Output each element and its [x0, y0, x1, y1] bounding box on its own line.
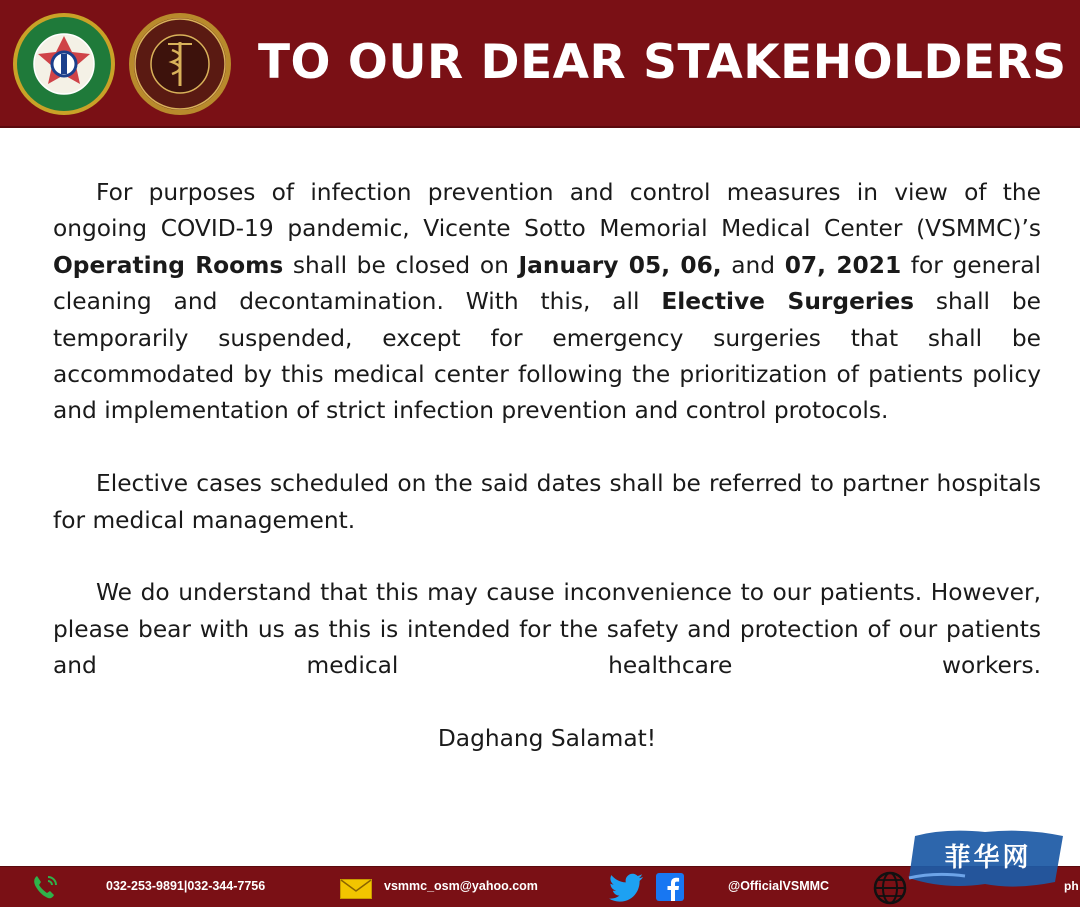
footer-website-tail[interactable]: ph	[1064, 879, 1079, 893]
footer-social-handle[interactable]: @OfficialVSMMC	[728, 879, 830, 893]
doh-seal-icon	[12, 12, 116, 116]
page-title: TO OUR DEAR STAKEHOLDERS	[258, 35, 1067, 90]
mail-icon	[340, 879, 372, 899]
footer-phone-numbers[interactable]: 032-253-9891|032-344-7756	[106, 879, 266, 893]
paragraph-closure-notice	[53, 175, 1041, 430]
p1-text-5: shall be temporarily suspended, except for emergency surgeries that shall be accommodated by this medical center following the prioritization of patients policy and implementation of strict infection prevention and control protocols.	[53, 288, 1042, 425]
p1-text-3: and	[721, 251, 785, 279]
watermark-text: 菲华网	[944, 843, 1032, 873]
notice-body	[53, 175, 1041, 757]
vsmmc-seal-icon	[128, 12, 232, 116]
p1-text-1: For purposes of infection prevention and control measures in view of the ongoing COVID-19 pandemic, Vicente Sotto Memorial Medical Center (VSMMC)’s	[53, 179, 1041, 243]
p1-bold-dates: January 05, 06,	[518, 251, 722, 279]
paragraph-referral: Elective cases scheduled on the said dates shall be referred to partner hospitals for medical management.	[53, 470, 1041, 534]
p1-bold-elective-surgeries: Elective Surgeries	[661, 288, 915, 316]
header-banner	[0, 0, 1080, 128]
p1-text-4: for general cleaning and decontamination. With this, all	[53, 251, 1041, 316]
paragraph-apology: We do understand that this may cause inconvenience to our patients. However, please bear with us as this is intended for the safety and protection of our patients and medical healthcare workers.	[53, 579, 1041, 680]
p1-text-2: shall be closed on	[283, 251, 519, 279]
twitter-icon[interactable]	[609, 873, 645, 903]
p1-bold-year: 07, 2021	[784, 251, 902, 279]
phone-icon	[30, 873, 60, 901]
globe-icon	[872, 871, 908, 905]
p1-bold-operating-rooms: Operating Rooms	[53, 251, 284, 279]
closing-thanks: Daghang Salamat!	[437, 725, 657, 753]
facebook-icon[interactable]	[656, 873, 684, 901]
footer-email[interactable]: vsmmc_osm@yahoo.com	[384, 879, 538, 893]
